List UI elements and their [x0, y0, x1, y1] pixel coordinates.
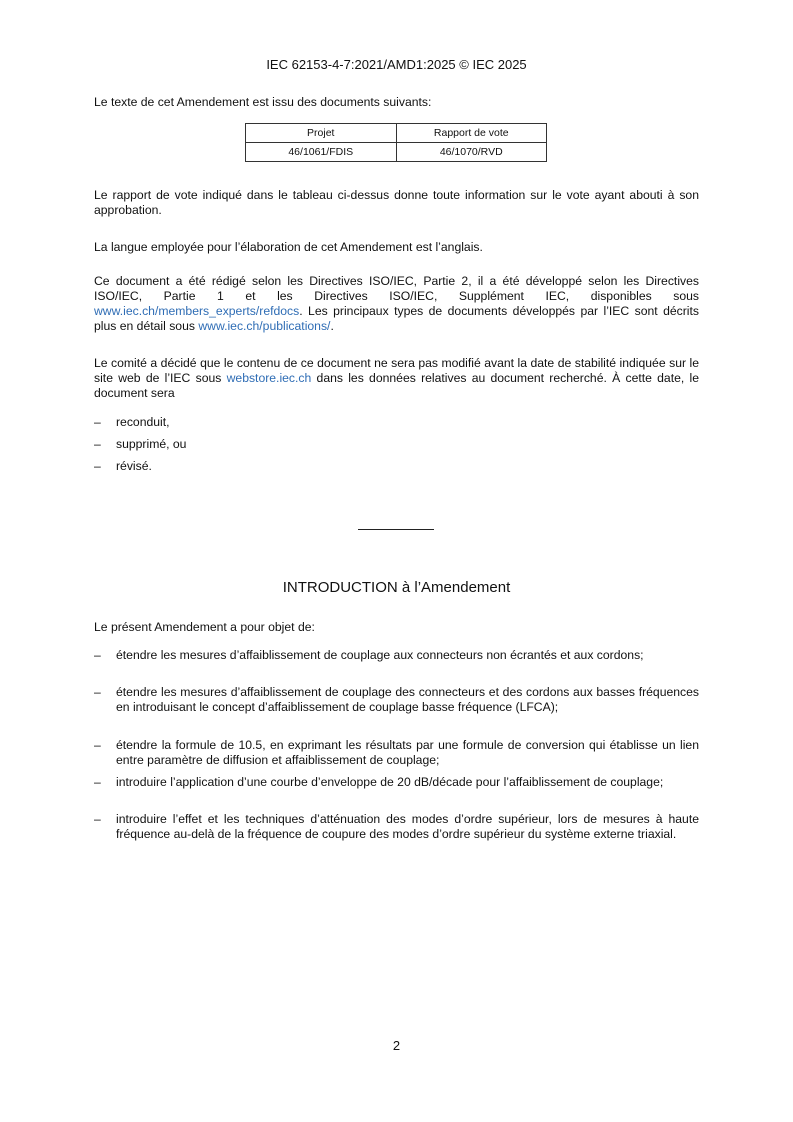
page-number: 2 — [392, 1038, 401, 1053]
stability-paragraph — [94, 356, 699, 401]
list-dash: – — [94, 648, 101, 662]
list-item-text: introduire l’application d’une courbe d’enveloppe de 20 dB/décade pour l’affaiblissement de couplage; — [116, 775, 664, 789]
list-item-text: étendre les mesures d’affaiblissement de couplage aux connecteurs non écrantés et aux cordons; — [116, 648, 644, 662]
paragraph-text: dans les données relatives au document recherché. À cette date, le document sera — [94, 371, 699, 400]
list-item-text: supprimé, ou — [116, 437, 187, 451]
list-item-text: reconduit, — [116, 415, 170, 429]
paragraph-text: Ce document a été rédigé selon les Directives ISO/IEC, Partie 2, il a été développé selon les Directives ISO/IEC, Partie 1 et les Directives ISO/IEC, Supplément IEC, disponibles sous — [94, 274, 699, 303]
list-dash: – — [94, 459, 101, 473]
refdocs-link[interactable]: www.iec.ch/members_experts/refdocs — [94, 304, 300, 318]
table-header: Rapport de vote — [396, 124, 547, 143]
paragraph-text: . — [330, 319, 334, 333]
list-dash: – — [94, 738, 101, 752]
table-row — [246, 143, 547, 162]
list-item-text: révisé. — [116, 459, 152, 473]
language-paragraph: La langue employée pour l’élaboration de cet Amendement est l’anglais. — [94, 240, 483, 254]
voting-report-paragraph: Le rapport de vote indiqué dans le tableau ci-dessus donne toute information sur le vote ayant abouti à son approbation. — [94, 188, 699, 217]
list-dash: – — [94, 437, 101, 451]
list-dash: – — [94, 775, 101, 789]
table-cell: 46/1070/RVD — [396, 143, 547, 162]
list-dash: – — [94, 685, 101, 699]
list-item-text: étendre la formule de 10.5, en exprimant les résultats par une formule de conversion qui établisse un lien entre paramètre de diffusion et affaiblissement de couplage; — [116, 738, 699, 767]
publications-link[interactable]: www.iec.ch/publications/ — [198, 319, 331, 333]
list-dash: – — [94, 812, 101, 826]
table-header: Projet — [246, 124, 397, 143]
running-header: IEC 62153-4-7:2021/AMD1:2025 © IEC 2025 — [266, 57, 527, 72]
paragraph-text: . Les principaux types de documents développés par l’IEC sont décrits plus en détail sous — [94, 304, 699, 333]
list-item-text: introduire l’effet et les techniques d’atténuation des modes d’ordre supérieur, lors de mesures à haute fréquence au-delà de la fréquence de coupure des modes d’ordre supérieur du système externe triaxial. — [116, 812, 699, 841]
table-header-row — [246, 124, 547, 143]
list-dash: – — [94, 415, 101, 429]
section-title: INTRODUCTION à l’Amendement — [282, 579, 511, 596]
directives-paragraph — [94, 274, 699, 334]
intro-sentence: Le texte de cet Amendement est issu des documents suivants: — [94, 95, 432, 109]
list-item-text: étendre les mesures d’affaiblissement de couplage des connecteurs et des cordons aux basses fréquences en introduisant le concept d’affaiblissement de couplage basse fréquence (LFCA); — [116, 685, 699, 714]
paragraph-text: Le comité a décidé que le contenu de ce document ne sera pas modifié avant la date de stabilité indiquée sur le site web de l’IEC sous — [94, 356, 699, 385]
voting-table — [245, 123, 547, 162]
table-cell: 46/1061/FDIS — [246, 143, 397, 162]
separator-line — [358, 529, 434, 530]
webstore-link[interactable]: webstore.iec.ch — [226, 371, 312, 385]
intro-paragraph: Le présent Amendement a pour objet de: — [94, 620, 315, 634]
